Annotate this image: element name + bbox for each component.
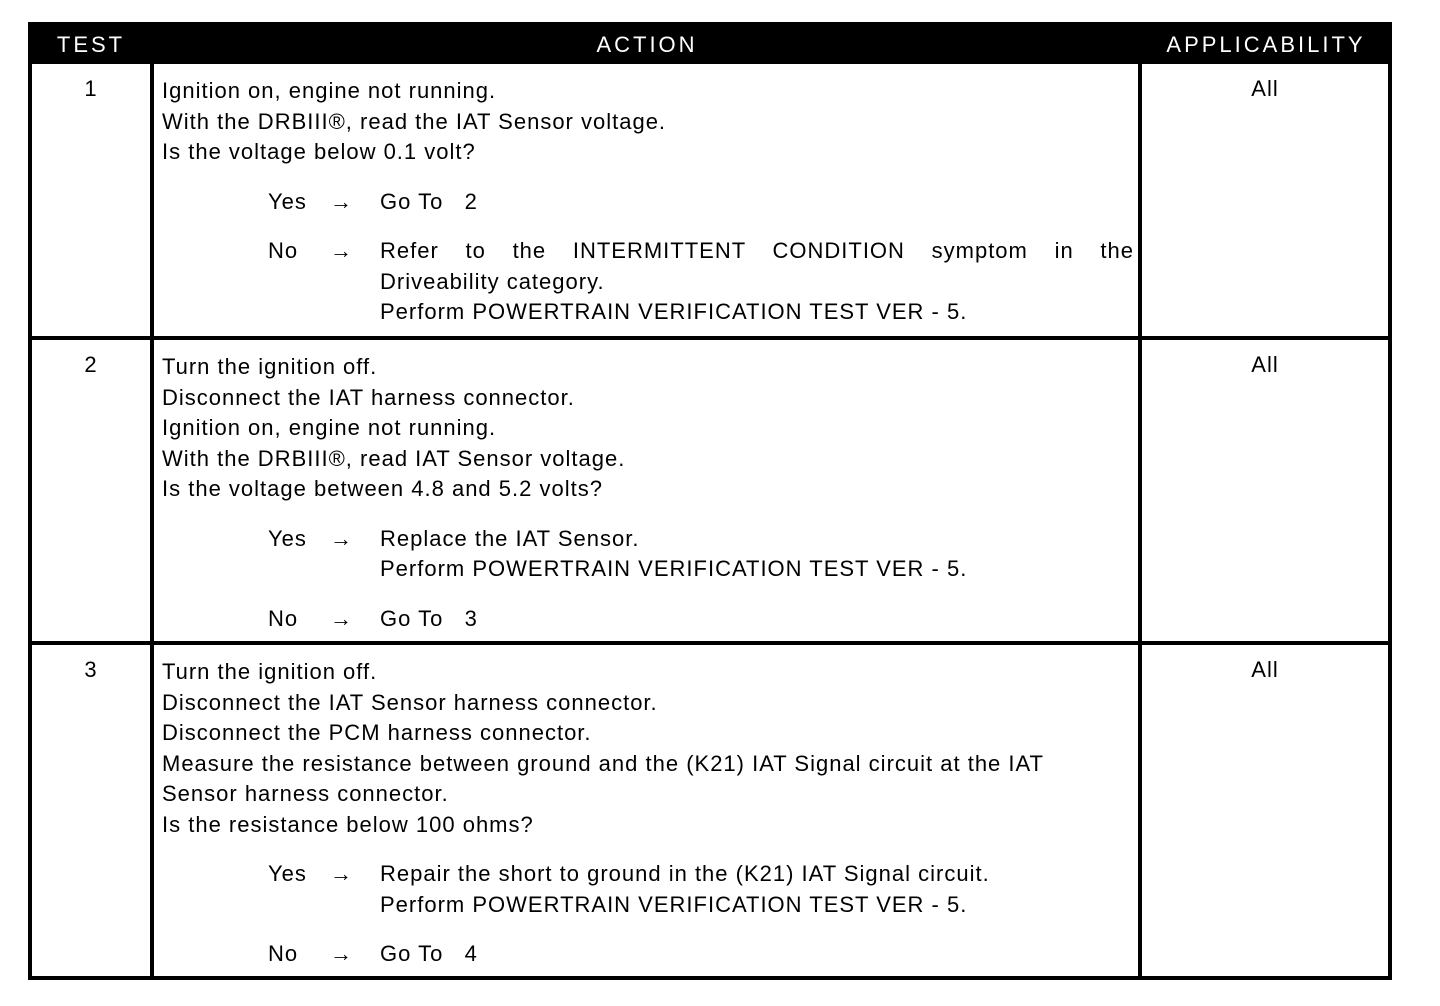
result-line: Perform POWERTRAIN VERIFICATION TEST VER - 5. — [380, 556, 968, 581]
test-number: 3 — [84, 657, 98, 682]
action-step: Turn the ignition off. — [162, 354, 378, 379]
action-step: Ignition on, engine not running. — [162, 415, 497, 440]
result-line: Driveability category. — [380, 268, 605, 294]
result-line: Go To 4 — [380, 941, 478, 966]
action-step: Measure the resistance between ground and the (K21) IAT Signal circuit at the IAT — [162, 750, 1044, 776]
no-result — [380, 604, 1134, 635]
arrow-right-icon: → — [330, 605, 353, 631]
action-step: Sensor harness connector. — [162, 781, 449, 806]
no-option — [162, 604, 1134, 635]
no-label: No — [268, 605, 299, 631]
result-line: Repair the short to ground in the (K21) IAT Signal circuit. — [380, 861, 990, 886]
result-line: Perform POWERTRAIN VERIFICATION TEST VER - 5. — [380, 891, 968, 917]
action-cell — [162, 76, 1134, 328]
action-step: Is the resistance below 100 ohms? — [162, 811, 534, 837]
action-cell — [162, 657, 1134, 970]
arrow-right-icon: → — [330, 525, 353, 551]
yes-option — [162, 859, 1134, 920]
applicability-value: All — [1251, 657, 1279, 682]
no-option — [162, 939, 1134, 970]
applicability-value: All — [1251, 352, 1279, 377]
test-number: 2 — [84, 352, 98, 377]
header-action: ACTION — [596, 32, 698, 57]
action-step: Disconnect the PCM harness connector. — [162, 720, 592, 745]
yes-label: Yes — [268, 188, 307, 214]
table-row — [32, 340, 1388, 641]
result-line: Go To 3 — [380, 605, 478, 631]
applicability-value: All — [1251, 76, 1279, 101]
arrow-right-icon: → — [330, 188, 353, 214]
result-line: Refer to the INTERMITTENT CONDITION symptom in the — [380, 238, 1134, 263]
yes-option — [162, 187, 1134, 218]
yes-option — [162, 524, 1134, 585]
result-line: Perform POWERTRAIN VERIFICATION TEST VER - 5. — [380, 299, 968, 324]
test-number: 1 — [84, 76, 98, 101]
action-step: With the DRBIII®, read IAT Sensor voltage. — [162, 445, 626, 471]
table-header — [32, 26, 1388, 64]
action-step: With the DRBIII®, read the IAT Sensor voltage. — [162, 108, 667, 134]
action-step: Disconnect the IAT Sensor harness connector. — [162, 689, 658, 715]
no-result — [380, 236, 1134, 328]
yes-result — [380, 187, 1134, 218]
action-step: Ignition on, engine not running. — [162, 78, 497, 103]
action-step: Is the voltage below 0.1 volt? — [162, 139, 476, 164]
arrow-right-icon: → — [330, 941, 353, 966]
result-line: Go To 2 — [380, 188, 478, 214]
table-row — [32, 64, 1388, 336]
arrow-right-icon: → — [330, 238, 353, 263]
action-step: Is the voltage between 4.8 and 5.2 volts? — [162, 476, 603, 501]
arrow-right-icon: → — [330, 861, 353, 886]
no-option — [162, 236, 1134, 328]
yes-result — [380, 859, 1134, 920]
yes-result — [380, 524, 1134, 585]
no-label: No — [268, 941, 299, 966]
table-row — [32, 645, 1388, 976]
yes-label: Yes — [268, 861, 307, 886]
header-test: TEST — [56, 32, 126, 57]
no-result — [380, 939, 1134, 970]
yes-label: Yes — [268, 525, 307, 551]
no-label: No — [268, 238, 299, 263]
result-line: Replace the IAT Sensor. — [380, 525, 640, 551]
action-step: Turn the ignition off. — [162, 659, 378, 684]
action-step: Disconnect the IAT harness connector. — [162, 384, 575, 410]
action-cell — [162, 352, 1134, 634]
header-applicability: APPLICABILITY — [1166, 32, 1366, 57]
diagnostic-table — [28, 22, 1392, 980]
